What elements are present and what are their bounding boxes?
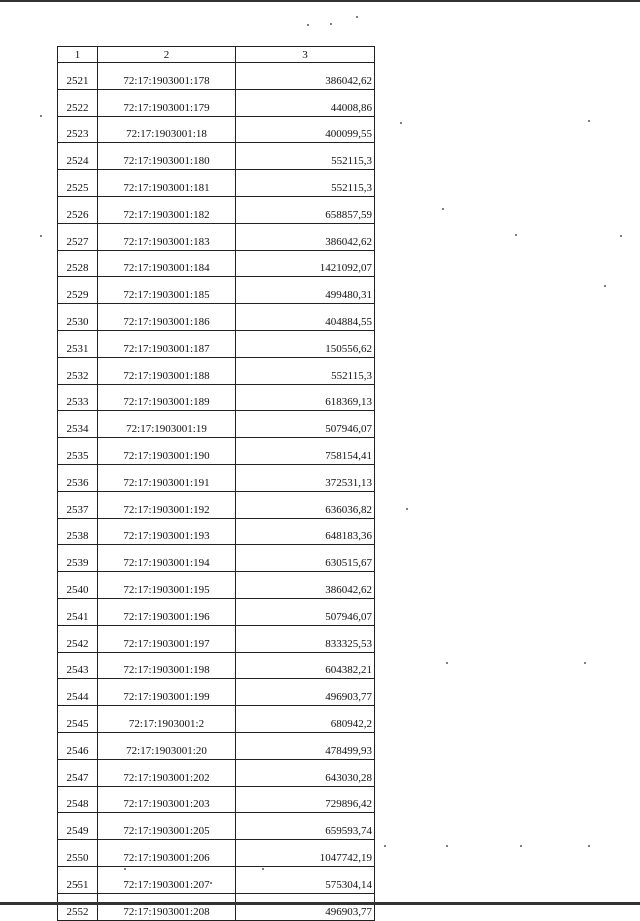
cadastral-value: 496903,77 (236, 679, 375, 706)
cadastral-number: 72:17:1903001:197 (98, 625, 236, 652)
cadastral-value: 630515,67 (236, 545, 375, 572)
scan-speck (356, 16, 358, 18)
cadastral-value: 604382,21 (236, 652, 375, 679)
table-row (58, 706, 375, 733)
row-number: 2531 (58, 330, 98, 357)
table-row (58, 840, 375, 867)
row-number: 2523 (58, 116, 98, 143)
row-number: 2526 (58, 196, 98, 223)
cadastral-value: 44008,86 (236, 89, 375, 116)
cadastral-number: 72:17:1903001:183 (98, 223, 236, 250)
cadastral-number: 72:17:1903001:192 (98, 491, 236, 518)
cadastral-value: 372531,13 (236, 464, 375, 491)
cadastral-number: 72:17:1903001:205 (98, 813, 236, 840)
cadastral-number: 72:17:1903001:179 (98, 89, 236, 116)
row-number: 2548 (58, 786, 98, 813)
table-row (58, 384, 375, 411)
row-number: 2549 (58, 813, 98, 840)
cadastral-number: 72:17:1903001:202 (98, 759, 236, 786)
cadastral-value: 552115,3 (236, 143, 375, 170)
table-row (58, 652, 375, 679)
cadastral-number: 72:17:1903001:188 (98, 357, 236, 384)
row-number: 2540 (58, 572, 98, 599)
cadastral-number: 72:17:1903001:184 (98, 250, 236, 277)
scan-speck (520, 845, 522, 847)
cadastral-number: 72:17:1903001:193 (98, 518, 236, 545)
scan-speck (307, 24, 309, 26)
table-row (58, 223, 375, 250)
cadastral-number: 72:17:1903001:207 (98, 866, 236, 893)
scan-speck (406, 508, 408, 510)
scan-speck (446, 662, 448, 664)
cadastral-number: 72:17:1903001:190 (98, 438, 236, 465)
scan-speck (584, 662, 586, 664)
row-number: 2542 (58, 625, 98, 652)
cadastral-value: 552115,3 (236, 357, 375, 384)
cadastral-value: 575304,14 (236, 866, 375, 893)
table-row (58, 250, 375, 277)
table-row (58, 464, 375, 491)
table-row (58, 625, 375, 652)
cadastral-value: 833325,53 (236, 625, 375, 652)
cadastral-value: 386042,62 (236, 572, 375, 599)
cadastral-value: 1047742,19 (236, 840, 375, 867)
scan-speck (384, 845, 386, 847)
table-row (58, 330, 375, 357)
cadastral-number: 72:17:1903001:203 (98, 786, 236, 813)
cadastral-number: 72:17:1903001:195 (98, 572, 236, 599)
table-row (58, 866, 375, 893)
cadastral-number: 72:17:1903001:199 (98, 679, 236, 706)
table-header-row (58, 47, 375, 63)
scan-speck (515, 234, 517, 236)
table-row (58, 116, 375, 143)
cadastral-number: 72:17:1903001:198 (98, 652, 236, 679)
cadastral-value: 478499,93 (236, 732, 375, 759)
table-row (58, 143, 375, 170)
cadastral-value: 636036,82 (236, 491, 375, 518)
table-row (58, 759, 375, 786)
cadastral-number: 72:17:1903001:189 (98, 384, 236, 411)
cadastral-value: 680942,2 (236, 706, 375, 733)
table-row (58, 545, 375, 572)
scan-speck (588, 120, 590, 122)
row-number: 2550 (58, 840, 98, 867)
row-number: 2521 (58, 63, 98, 90)
cadastral-number: 72:17:1903001:2 (98, 706, 236, 733)
table-row (58, 518, 375, 545)
cadastral-value: 618369,13 (236, 384, 375, 411)
cadastral-number: 72:17:1903001:19 (98, 411, 236, 438)
cadastral-number: 72:17:1903001:182 (98, 196, 236, 223)
cadastral-number: 72:17:1903001:18 (98, 116, 236, 143)
cadastral-number: 72:17:1903001:185 (98, 277, 236, 304)
cadastral-number: 72:17:1903001:187 (98, 330, 236, 357)
row-number: 2530 (58, 304, 98, 331)
table-row (58, 357, 375, 384)
table-row (58, 893, 375, 920)
cadastral-number: 72:17:1903001:196 (98, 598, 236, 625)
scan-speck (330, 23, 332, 25)
cadastral-number: 72:17:1903001:178 (98, 63, 236, 90)
cadastral-value: 386042,62 (236, 223, 375, 250)
cadastral-number: 72:17:1903001:20 (98, 732, 236, 759)
cadastral-value: 552115,3 (236, 170, 375, 197)
table-row (58, 170, 375, 197)
row-number: 2524 (58, 143, 98, 170)
row-number: 2535 (58, 438, 98, 465)
table-row (58, 89, 375, 116)
cadastral-value: 643030,28 (236, 759, 375, 786)
row-number: 2538 (58, 518, 98, 545)
cadastral-value: 648183,36 (236, 518, 375, 545)
cadastral-number: 72:17:1903001:181 (98, 170, 236, 197)
scan-speck (40, 235, 42, 237)
table-row (58, 491, 375, 518)
cadastral-value: 1421092,07 (236, 250, 375, 277)
row-number: 2525 (58, 170, 98, 197)
cadastral-value: 507946,07 (236, 598, 375, 625)
row-number: 2533 (58, 384, 98, 411)
table-row (58, 438, 375, 465)
row-number: 2543 (58, 652, 98, 679)
table-row (58, 598, 375, 625)
scan-speck (442, 208, 444, 210)
scan-speck (40, 115, 42, 117)
cadastral-value: 400099,55 (236, 116, 375, 143)
row-number: 2541 (58, 598, 98, 625)
cadastral-value: 758154,41 (236, 438, 375, 465)
cadastral-value: 404884,55 (236, 304, 375, 331)
scan-speck (400, 122, 402, 124)
table-row (58, 572, 375, 599)
column-header-cadastral-number: 2 (98, 47, 236, 63)
row-number: 2547 (58, 759, 98, 786)
table-row (58, 411, 375, 438)
cadastral-value: 659593,74 (236, 813, 375, 840)
row-number: 2528 (58, 250, 98, 277)
row-number: 2539 (58, 545, 98, 572)
scan-speck (604, 285, 606, 287)
row-number: 2537 (58, 491, 98, 518)
cadastral-value: 499480,31 (236, 277, 375, 304)
scan-speck (588, 845, 590, 847)
table-row (58, 63, 375, 90)
column-header-value: 3 (236, 47, 375, 63)
row-number: 2545 (58, 706, 98, 733)
table-row (58, 813, 375, 840)
cadastral-number: 72:17:1903001:180 (98, 143, 236, 170)
row-number: 2536 (58, 464, 98, 491)
table-row (58, 679, 375, 706)
row-number: 2529 (58, 277, 98, 304)
table-row (58, 786, 375, 813)
row-number: 2534 (58, 411, 98, 438)
cadastral-number: 72:17:1903001:191 (98, 464, 236, 491)
table-row (58, 277, 375, 304)
cadastral-number: 72:17:1903001:206 (98, 840, 236, 867)
cadastral-value: 729896,42 (236, 786, 375, 813)
table-row (58, 732, 375, 759)
row-number: 2551 (58, 866, 98, 893)
row-number: 2544 (58, 679, 98, 706)
table-row (58, 196, 375, 223)
cadastral-value: 386042,62 (236, 63, 375, 90)
row-number: 2527 (58, 223, 98, 250)
cadastral-value: 496903,77 (236, 893, 375, 920)
row-number: 2532 (58, 357, 98, 384)
row-number: 2522 (58, 89, 98, 116)
table-row (58, 304, 375, 331)
cadastral-value: 507946,07 (236, 411, 375, 438)
scan-speck (446, 845, 448, 847)
scan-top-edge (0, 0, 640, 2)
cadastral-number: 72:17:1903001:208 (98, 893, 236, 920)
cadastral-value: 658857,59 (236, 196, 375, 223)
cadastral-number: 72:17:1903001:194 (98, 545, 236, 572)
row-number: 2546 (58, 732, 98, 759)
row-number: 2552 (58, 893, 98, 920)
cadastral-value: 150556,62 (236, 330, 375, 357)
cadastral-value-table (57, 46, 375, 921)
column-header-number: 1 (58, 47, 98, 63)
cadastral-number: 72:17:1903001:186 (98, 304, 236, 331)
scan-speck (620, 235, 622, 237)
